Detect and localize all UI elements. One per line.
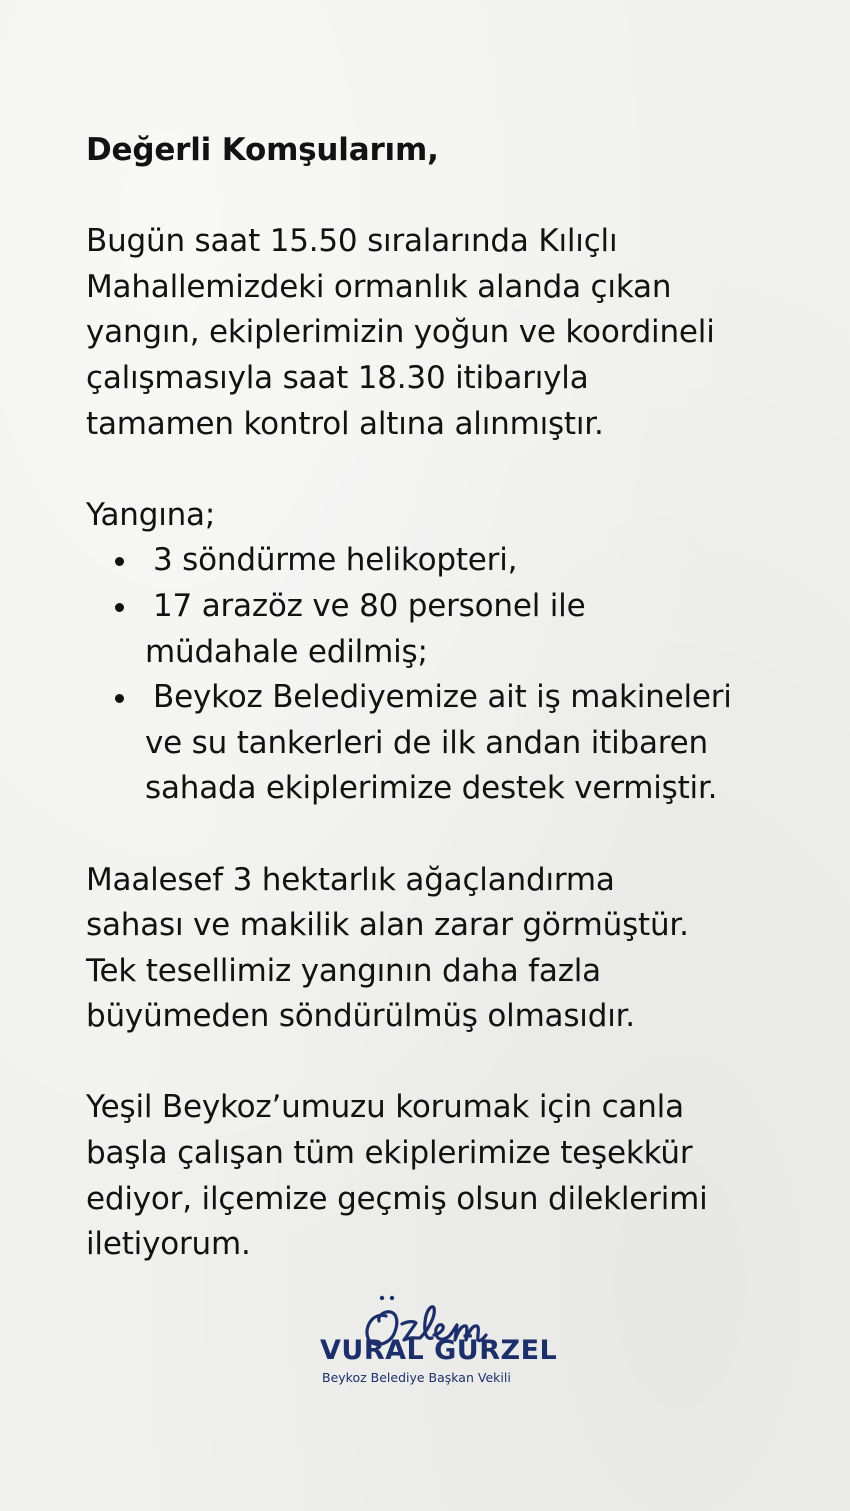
paragraph-thanks [86, 1085, 806, 1267]
text-line: çalışmasıyla saat 18.30 itibarıyla [86, 359, 589, 396]
text-line: 3 söndürme helikopteri, [153, 542, 518, 579]
text-line: sahada ekiplerimize destek vermiştir. [145, 770, 718, 807]
bullet-icon [115, 603, 124, 612]
text-line: büyümeden söndürülmüş olmasıdır. [86, 998, 635, 1035]
response-list [86, 538, 806, 812]
list-item [86, 675, 806, 812]
text-line: 17 arazöz ve 80 personel ile [153, 587, 586, 624]
paragraph-damage [86, 858, 806, 1040]
text-line: ve su tankerleri de ilk andan itibaren [145, 724, 708, 761]
text-line: Tek tesellimiz yangının daha fazla [86, 952, 601, 989]
text-line: tamamen kontrol altına alınmıştır. [86, 405, 604, 442]
text-line: iletiyorum. [86, 1226, 251, 1263]
list-item [86, 584, 806, 675]
text-line: müdahale edilmiş; [145, 633, 428, 670]
list-intro: Yangına; [86, 496, 216, 533]
text-line: Yeşil Beykoz’umuzu korumak için canla [86, 1089, 684, 1126]
greeting: Değerli Komşularım, [86, 132, 439, 168]
list-item [86, 538, 806, 584]
signature-name: VURAL GÜRZEL [320, 1335, 558, 1366]
text-line: başla çalışan tüm ekiplerimize teşekkür [86, 1135, 693, 1172]
text-line: sahası ve makilik alan zarar görmüştür. [86, 907, 689, 944]
signature-logo [316, 1288, 558, 1403]
text-line: ediyor, ilçemize geçmiş olsun dileklerimi [86, 1180, 708, 1217]
text-line: Mahallemizdeki ormanlık alanda çıkan [86, 268, 672, 305]
text-line: Beykoz Belediyemize ait iş makineleri [153, 679, 732, 716]
letter-body [86, 128, 806, 1313]
bullet-icon [115, 694, 124, 703]
text-line: yangın, ekiplerimizin yoğun ve koordineli [86, 314, 715, 351]
paragraph-fire-report [86, 219, 806, 447]
text-line: Bugün saat 15.50 sıralarında Kılıçlı [86, 223, 618, 260]
text-line: Maalesef 3 hektarlık ağaçlandırma [86, 861, 615, 898]
bullet-icon [115, 557, 124, 566]
signature-title: Beykoz Belediye Başkan Vekili [322, 1370, 511, 1385]
